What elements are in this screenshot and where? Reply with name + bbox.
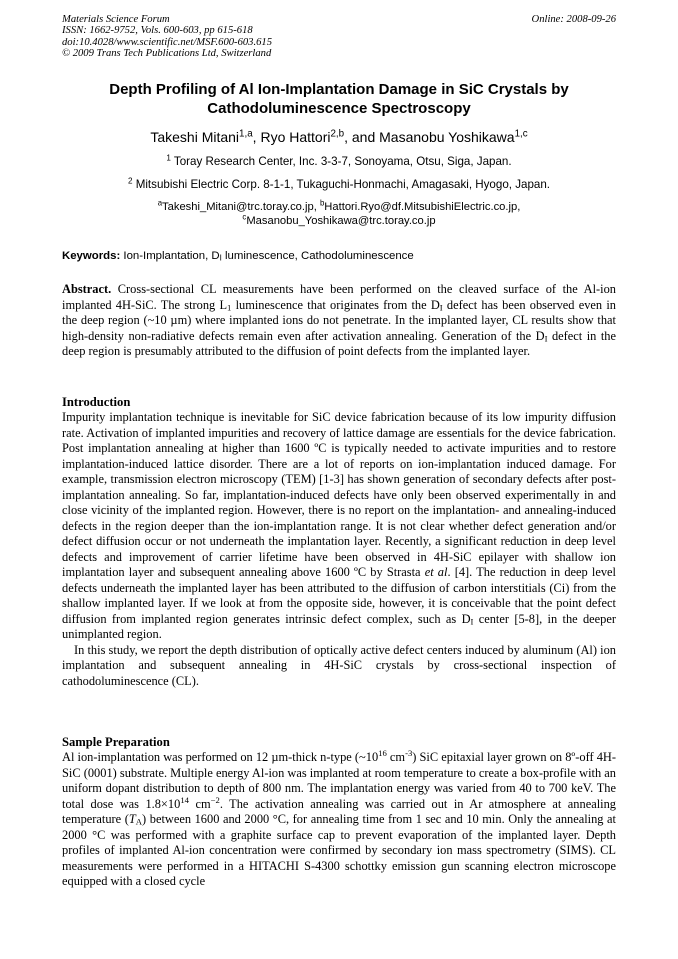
introduction-paragraph-2: In this study, we report the depth distribution of optically active defect centers induced by aluminum (Al) ion implantation and subsequent annealing in 4H-SiC crystals by cross-sectional inspection of cathodoluminescence (CL).: [62, 642, 616, 688]
author-name: Masanobu Yoshikawa: [379, 129, 515, 145]
intro-text: center [5-8], in the deeper unimplanted region.: [62, 611, 616, 641]
sample-sup: −2: [210, 794, 220, 805]
email-sup: b: [319, 198, 325, 208]
intro-text: Impurity implantation technique is inevitable for SiC device fabrication because of its low impurity diffusion rate. Activation of implanted impurities and recovery of lattice damage are essentials for the device fabrication. Post implantation annealing at higher than 1600 ºC is typically needed to activate impurities and to restore implantation-induced lattice disorder. There are a lot of reports on ion-implantation induced damage. For example, transmission electron microscopy (TEM) [1-3] has shown generation of secondary defects after post-implantation annealing. So far, implantation-induced defects have only been observed experimentally in and close vicinity of the implanted region. However, there is no report on the implantation- and annealing-induced defects in the region deeper than the ion-implantation range. It is not clear whether defect generation and/or defect diffusion occur or not underneath the implantation layer. Recently, a significant reduction in deep level defects and improvement of carrier lifetime have been observed in 4H-SiC epilayer with shallow ion implantation layer and subsequent annealing above 1600 ºC by Strasta: [62, 410, 616, 579]
sample-sub: A: [135, 816, 143, 827]
paper-title: [62, 80, 616, 118]
email-line-2: [62, 214, 616, 228]
email-link: Hattori.Ryo@df.MitsubishiElectric.co.jp,: [324, 201, 521, 213]
keywords-text: luminescence, Cathodoluminescence: [221, 250, 414, 262]
email-sup: c: [242, 212, 247, 222]
issn: ISSN: 1662-9752, Vols. 600-603, pp 615-618: [62, 25, 253, 37]
email-sup: a: [157, 198, 163, 208]
sample-preparation-heading: Sample Preparation: [62, 735, 170, 749]
affiliation-2: [62, 178, 616, 192]
affiliation-sup: 2: [127, 176, 133, 186]
keywords-label: Keywords:: [62, 250, 121, 262]
keywords-sub: I: [219, 253, 222, 263]
abstract-sub: I: [439, 302, 443, 313]
title-line-2: Cathodoluminescence Spectroscopy: [207, 100, 471, 117]
author-sup: 1,c: [514, 128, 528, 140]
online-date: Online: 2008-09-26: [531, 14, 616, 25]
journal-name: Materials Science Forum: [62, 14, 170, 25]
journal-header: [62, 14, 272, 60]
email-link: Masanobu_Yoshikawa@trc.toray.co.jp: [246, 215, 436, 227]
sample-sup: -3: [405, 748, 413, 759]
introduction-paragraph-1: [62, 410, 616, 643]
author-name: Takeshi Mitani: [150, 129, 240, 145]
sample-text: ) SiC epitaxial layer grown on 8º-off 4H-SiC (0001) substrate. Multiple energy Al-ion was implanted at room temperature to create a box-profile with an uniform dopant distribution to depth of 800 nm. The implantation energy was varied from 40 to 700 keV. The total dose was 1.8×10: [62, 750, 616, 811]
abstract-text: luminescence that originates from the D: [231, 297, 440, 312]
affiliation-1: [62, 155, 616, 169]
affiliation-text: Toray Research Center, Inc. 3-3-7, Sonoyama, Otsu, Siga, Japan.: [170, 155, 512, 168]
author-separator: ,: [252, 129, 261, 145]
sample-text: cm: [386, 750, 406, 764]
abstract: [62, 282, 616, 360]
intro-etal: et al: [424, 565, 448, 579]
affiliation-text: Mitsubishi Electric Corp. 8-1-1, Tukaguchi-Honmachi, Amagasaki, Hyogo, Japan.: [132, 178, 551, 191]
author-sup: 1,a: [239, 128, 253, 140]
abstract-sub: 1: [227, 302, 232, 313]
copyright: © 2009 Trans Tech Publications Ltd, Switzerland: [62, 48, 272, 60]
doi: doi:10.4028/www.scientific.net/MSF.600-603.615: [62, 36, 272, 48]
keywords: [62, 249, 616, 263]
sample-preparation-body: [62, 750, 616, 890]
author-name: Ryo Hattori: [260, 129, 331, 145]
keywords-text: Ion-Implantation, D: [120, 250, 220, 262]
abstract-sub: I: [544, 333, 548, 344]
introduction-heading: Introduction: [62, 395, 131, 409]
author-sup: 2,b: [330, 128, 345, 140]
abstract-text: defect in the deep region is presumably attributed to the diffusion of point defects from the implanted layer.: [62, 328, 616, 358]
intro-text: . [4]. The reduction in deep level defects underneath the implanted layer has been attributed to the diffusion of carbon interstitials (Ci) from the shallow implanted layer. If we look at from the opposite side, however, it is conceivable that the point defect diffusion from implanted region generates intrinsic defect complex, such as D: [62, 565, 616, 626]
affiliation-sup: 1: [166, 153, 171, 163]
sample-text: . The activation annealing was carried out in Ar atmosphere at annealing temperature (: [62, 796, 616, 826]
sample-text: cm: [188, 796, 211, 811]
sample-text: ) between 1600 and 2000 °C, for annealing time from 1 sec and 10 min. Only the annealing at 2000 °C was performed with a graphite surface cap to prevent evaporation of the implanted layer. Depth profiles of implanted Al-ion concentration were confirmed by secondary ion mass spectrometry (SIMS). CL measurements were performed in a HITACHI S-4300 schottky emission gun scanning electron microscope equipped with a closed cycle: [62, 812, 616, 888]
sample-italic: T: [128, 812, 136, 826]
abstract-label: Abstract.: [62, 282, 112, 296]
email-line-1: [62, 200, 616, 214]
title-line-1: Depth Profiling of Al Ion-Implantation Damage in SiC Crystals by: [109, 81, 569, 98]
intro-sub: I: [470, 616, 474, 627]
introduction-body: [62, 410, 616, 689]
abstract-text: Cross-sectional CL measurements have been performed on the cleaved surface of the Al-ion implanted 4H-SiC. The strong L: [62, 282, 616, 312]
email-link: Takeshi_Mitani@trc.toray.co.jp,: [162, 201, 320, 213]
author-list: [62, 128, 616, 146]
sample-sup: 14: [180, 794, 189, 805]
abstract-text: defect has been observed even in the deep region (~10 µm) where implanted ions do not penetrate. In the implanted layer, CL results show that high-density non-radiative defects remain even after activation annealing. Generation of the D: [62, 297, 616, 343]
author-separator: , and: [344, 129, 380, 145]
author-emails: [62, 200, 616, 228]
sample-sup: 16: [378, 748, 387, 759]
sample-text: Al ion-implantation was performed on 12 µm-thick n-type (~10: [62, 750, 379, 764]
